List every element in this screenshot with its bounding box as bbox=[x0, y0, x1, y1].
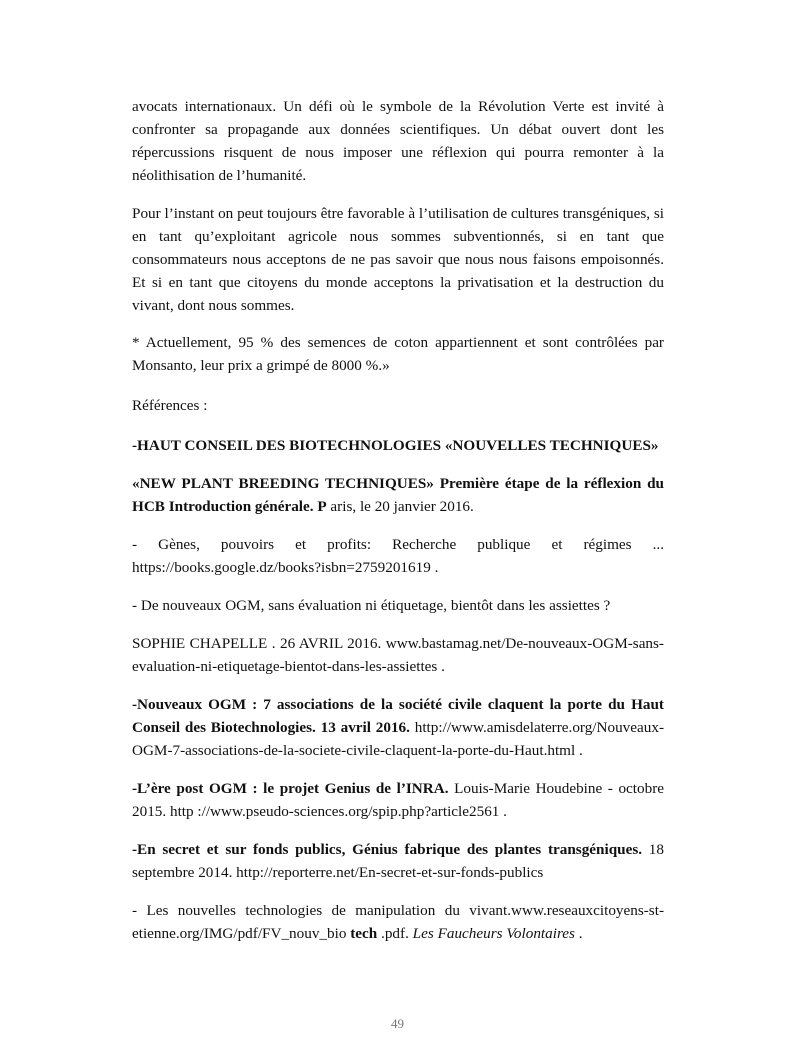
footnote-paragraph: * Actuellement, 95 % des semences de coton appartiennent et sont contrôlées par Monsanto, leur prix a grimpé de 8000 %.» bbox=[132, 334, 664, 374]
reference-nouveaux-ogm-title: -Nouveaux OGM : 7 associations de la société civile claquent la porte du Haut Conseil des Biotechnologies. 13 avril 2016. bbox=[132, 696, 664, 736]
reference-genes: - Gènes, pouvoirs et profits: Recherche publique et régimes ... https://books.google.dz/books?isbn=2759201619 . bbox=[132, 536, 664, 576]
reference-secret bbox=[132, 838, 664, 884]
reference-faucheurs: Les Faucheurs Volontaires bbox=[412, 925, 575, 942]
reference-secret-title: -En secret et sur fonds publics, Génius fabrique des plantes transgéniques. bbox=[132, 841, 643, 858]
reference-nouveaux-ogm-url: http://www.amisdelaterre.org/Nouveaux-OGM-7-associations-de-la-societe-civile-claquent-la-porte-du-Haut.html . bbox=[132, 719, 665, 759]
intro-paragraph: avocats internationaux. Un défi où le symbole de la Révolution Verte est invité à confronter sa propagande aux données scientifiques. Un débat ouvert dont les répercussions risquent de nous imposer une réflexion qui pourra remonter à la néolithisation de l’humanité. bbox=[132, 98, 664, 184]
reference-ogm-assiettes: - De nouveaux OGM, sans évaluation ni étiquetage, bientôt dans les assiettes ? bbox=[132, 597, 611, 614]
reference-nouvelles-technologies bbox=[132, 899, 664, 945]
reference-post-ogm-title: -L’ère post OGM : le projet Genius de l’INRA. bbox=[132, 780, 449, 797]
reference-chapelle: SOPHIE CHAPELLE . 26 AVRIL 2016. www.bastamag.net/De-nouveaux-OGM-sans-evaluation-ni-etiquetage-bientot-dans-les-assiettes . bbox=[132, 635, 664, 675]
page-body bbox=[132, 95, 664, 945]
references-label: Références : bbox=[132, 397, 208, 414]
reference-nouvelles-technologies-bold: tech bbox=[350, 925, 378, 942]
reference-post-ogm bbox=[132, 777, 664, 823]
reference-npbt-title: «NEW PLANT BREEDING TECHNIQUES» Première étape de la réflexion du HCB Introduction générale. P bbox=[132, 475, 664, 515]
reference-hcb-title: -HAUT CONSEIL DES BIOTECHNOLOGIES «NOUVELLES TECHNIQUES» bbox=[132, 437, 659, 454]
reference-npbt bbox=[132, 472, 664, 518]
reference-nouvelles-technologies-text: - Les nouvelles technologies de manipulation du vivant.www.reseauxcitoyens-st-etienne.org/IMG/pdf/FV_nouv_bio bbox=[132, 902, 664, 942]
reference-npbt-date: aris, le 20 janvier 2016. bbox=[326, 498, 474, 515]
page-number: 49 bbox=[391, 1016, 404, 1031]
reference-secret-source: 18 septembre 2014. http://reporterre.net/En-secret-et-sur-fonds-publics bbox=[132, 841, 664, 881]
reference-post-ogm-source: Louis-Marie Houdebine - octobre 2015. http ://www.pseudo-sciences.org/spip.php?article2561 . bbox=[132, 780, 664, 820]
reference-faucheurs-end: . bbox=[574, 925, 583, 942]
instant-paragraph: Pour l’instant on peut toujours être favorable à l’utilisation de cultures transgéniques, si en tant qu’exploitant agricole nous sommes subventionnés, si en tant que consommateurs nous acceptons de ne pas savoir que nous nous faisons empoisonnés. Et si en tant que citoyens du monde acceptons la privatisation et la destruction du vivant, dont nous sommes. bbox=[132, 205, 664, 314]
reference-hcb bbox=[132, 434, 664, 457]
reference-nouveaux-ogm bbox=[132, 693, 664, 762]
reference-nouvelles-technologies-ext: .pdf. bbox=[377, 925, 413, 942]
